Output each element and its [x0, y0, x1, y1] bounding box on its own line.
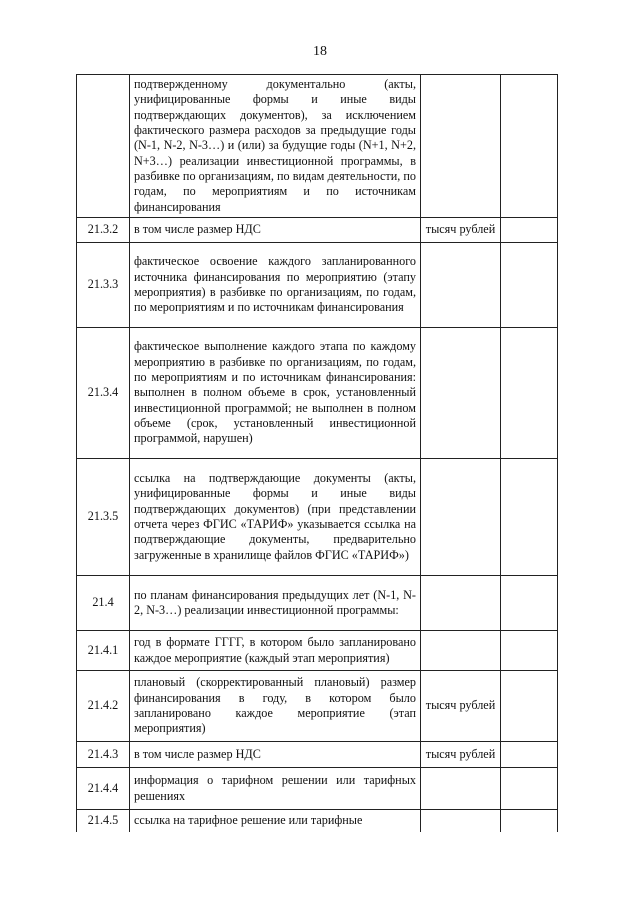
row-code: [77, 75, 130, 218]
table-row: [77, 671, 558, 742]
row-value-cell: [501, 243, 558, 328]
row-description: в том числе размер НДС: [130, 218, 421, 243]
row-unit: тысяч рублей: [421, 742, 501, 768]
row-value-cell: [501, 576, 558, 631]
table-row: [77, 75, 558, 218]
row-unit: [421, 75, 501, 218]
row-value-cell: [501, 810, 558, 832]
table-row: [77, 328, 558, 459]
row-value-cell: [501, 742, 558, 768]
row-unit: [421, 243, 501, 328]
page-number: 18: [313, 44, 327, 59]
row-code: 21.3.3: [77, 243, 130, 328]
row-unit: [421, 576, 501, 631]
row-unit: [421, 328, 501, 459]
row-unit: [421, 459, 501, 576]
row-unit: тысяч рублей: [421, 218, 501, 243]
row-value-cell: [501, 75, 558, 218]
row-value-cell: [501, 671, 558, 742]
row-code: 21.3.5: [77, 459, 130, 576]
row-code: 21.4.5: [77, 810, 130, 832]
row-unit: [421, 768, 501, 810]
table-row: [77, 243, 558, 328]
row-description: информация о тарифном решении или тарифных решениях: [130, 768, 421, 810]
row-value-cell: [501, 768, 558, 810]
row-description: плановый (скорректированный плановый) размер финансирования в году, в котором было запланировано каждое мероприятие (этап мероприятия): [130, 671, 421, 742]
table-row: [77, 218, 558, 243]
row-description: год в формате ГГГГ, в котором было запланировано каждое мероприятие (каждый этап мероприятия): [130, 631, 421, 671]
table-row: [77, 810, 558, 832]
row-description: подтвержденному документально (акты, унифицированные формы и иные виды подтверждающих документов), за исключением фактического размера расходов за предыдущие годы (N-1, N-2, N-3…) и (или) за будущие годы (N+1, N+2, N+3…) реализации инвестиционной программы, в разбивке по организациям, по видам деятельности, по годам, по мероприятиям и по источникам финансирования: [130, 75, 421, 218]
row-code: 21.4.1: [77, 631, 130, 671]
row-description: ссылка на подтверждающие документы (акты, унифицированные формы и иные виды подтверждающих документов) (при представлении отчета через ФГИС «ТАРИФ» указывается ссылка на подтверждающие документы, предварительно загруженные в хранилище файлов ФГИС «ТАРИФ»): [130, 459, 421, 576]
table-row: [77, 576, 558, 631]
row-value-cell: [501, 328, 558, 459]
row-code: 21.4.4: [77, 768, 130, 810]
row-value-cell: [501, 218, 558, 243]
row-description: фактическое освоение каждого запланированного источника финансирования по мероприятию (этапу мероприятия) в разбивке по организациям, по годам, по мероприятиям и по источникам финансирования: [130, 243, 421, 328]
row-description: фактическое выполнение каждого этапа по каждому мероприятию в разбивке по организациям, по годам, по мероприятиям и по источникам финансирования: выполнен в полном объеме в срок, установленный инвестиционной программой; не выполнен в полном объеме (срок, установленный инвестиционной программой, нарушен): [130, 328, 421, 459]
row-description: ссылка на тарифное решение или тарифные: [130, 810, 421, 832]
requirements-table: [76, 74, 558, 832]
row-code: 21.4.2: [77, 671, 130, 742]
row-unit: [421, 631, 501, 671]
row-code: 21.4.3: [77, 742, 130, 768]
table-row: [77, 768, 558, 810]
row-description: по планам финансирования предыдущих лет (N-1, N-2, N-3…) реализации инвестиционной программы:: [130, 576, 421, 631]
row-code: 21.4: [77, 576, 130, 631]
row-value-cell: [501, 459, 558, 576]
row-code: 21.3.4: [77, 328, 130, 459]
row-code: 21.3.2: [77, 218, 130, 243]
table-row: [77, 459, 558, 576]
row-description: в том числе размер НДС: [130, 742, 421, 768]
table-row: [77, 742, 558, 768]
row-value-cell: [501, 631, 558, 671]
table-row: [77, 631, 558, 671]
row-unit: тысяч рублей: [421, 671, 501, 742]
row-unit: [421, 810, 501, 832]
